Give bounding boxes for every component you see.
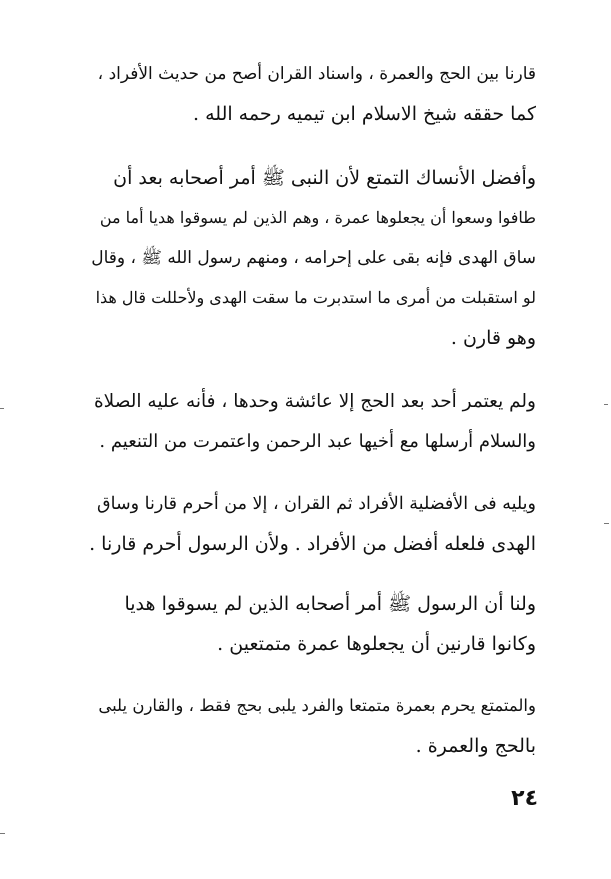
text-line: والمتمتع يحرم بعمرة متمتعا والفرد يلبى بحج فقط ، والقارن يلبى [98, 696, 536, 715]
paragraph-tamattu-best [88, 158, 536, 358]
text-line: ولنا أن الرسول ﷺ أمر أصحابه الذين لم يسوقوا هديا [124, 593, 536, 615]
text-line: وأفضل الأنساك التمتع لأن النبى ﷺ أمر أصحابه بعد أن [113, 167, 536, 189]
page-number: ٢٤ [511, 786, 538, 811]
text-line: بالحج والعمرة . [415, 735, 536, 757]
scan-mark [604, 404, 608, 405]
text-line: ويليه فى الأفضلية الأفراد ثم القران ، إلا من أحرم قارنا وساق [97, 494, 536, 514]
text-line: ولم يعتمر أحد بعد الحج إلا عائشة وحدها ، فأنه عليه الصلاة [93, 391, 536, 412]
scan-mark [0, 408, 4, 409]
text-line: وهو قارن . [450, 327, 536, 349]
scan-mark [604, 523, 609, 524]
paragraph-aisha-umrah [88, 382, 536, 462]
paragraph-companions-qiran [88, 584, 536, 664]
paragraph-talbiyah [88, 686, 536, 766]
text-line: ساق الهدى فإنه بقى على إحرامه ، ومنهم رسول الله ﷺ ، وقال [91, 248, 536, 268]
text-line: وكانوا قارنين أن يجعلوها عمرة متمتعين . [217, 633, 536, 655]
text-line: والسلام أرسلها مع أخيها عبد الرحمن واعتمرت من التنعيم . [99, 431, 536, 452]
paragraph-ifrad-next [88, 484, 536, 564]
text-line: طافوا وسعوا أن يجعلوها عمرة ، وهم الذين لم يسوقوا هديا أما من [99, 208, 536, 227]
text-line: كما حققه شيخ الاسلام ابن تيميه رحمه الله . [193, 103, 536, 125]
scan-mark [0, 833, 5, 834]
text-line: الهدى فلعله أفضل من الأفراد . ولأن الرسول أحرم قارنا . [89, 533, 536, 555]
text-line: قارنا بين الحج والعمرة ، واسناد القران أصح من حديث الأفراد ، [97, 64, 536, 84]
paragraph-qiran-isnad [88, 54, 536, 134]
text-line: لو استقبلت من أمرى ما استدبرت ما سقت الهدى ولأحللت قال هذا [95, 288, 536, 307]
